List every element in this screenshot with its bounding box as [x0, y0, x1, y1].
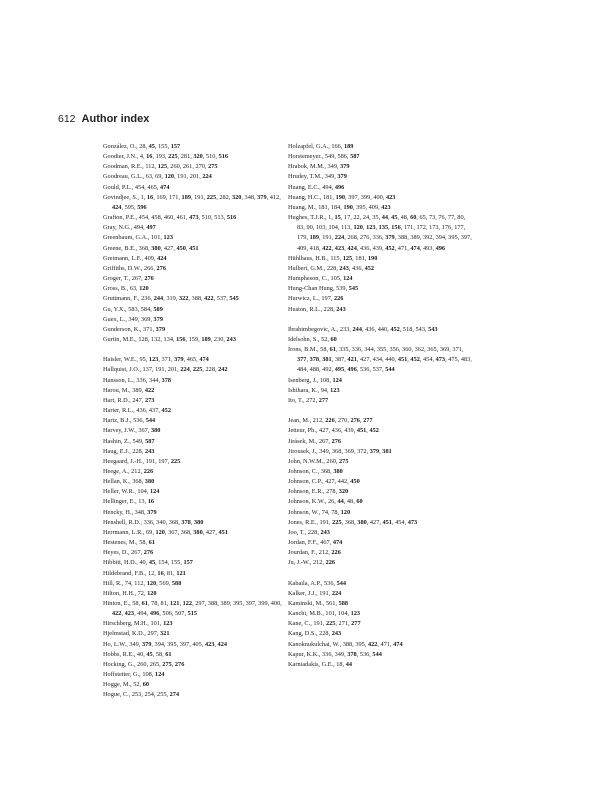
bold-page-ref: 44	[337, 498, 344, 506]
bold-page-ref: 423	[385, 193, 396, 201]
index-entry: Johnson, C., 368, 380	[288, 467, 343, 475]
index-entry: Irons, B.M., 58, 61, 335, 336, 344, 355, 356, 360, 362, 365, 369, 371, 377, 378, 381, 387, 421, 427, 434, 440, 451, 452, 454, 473, 475, 483, 484, 488, 492, 495, 496, 536, 537, 544	[288, 346, 472, 374]
bold-page-ref: 244	[153, 295, 164, 303]
bold-page-ref: 277	[363, 417, 373, 425]
bold-page-ref: 121	[176, 569, 186, 577]
index-entry: Hencky, H., 348, 379	[103, 508, 157, 516]
bold-page-ref: 378	[309, 356, 320, 364]
bold-page-ref: 474	[393, 640, 403, 648]
bold-page-ref: 380	[193, 518, 204, 526]
bold-page-ref: 422	[322, 244, 332, 252]
bold-page-ref: 321	[160, 630, 170, 638]
bold-page-ref: 497	[146, 224, 156, 232]
bold-page-ref: 377	[297, 356, 307, 364]
bold-page-ref: 320	[231, 193, 242, 201]
bold-page-ref: 473	[407, 518, 418, 526]
index-entry: Hogue, C., 253, 254, 255, 274	[103, 691, 180, 699]
index-column-right	[288, 142, 473, 670]
bold-page-ref: 320	[193, 153, 203, 161]
index-entry: Hughes, T.J.R., 1, 15, 17, 22, 24, 35, 44, 45, 48, 60, 65, 73, 76, 77, 80, 83, 90, 103, 104, 113, 120, 123, 135, 156, 171, 172, 173, 176, 177, 179, 189, 191, 224, 268, 276, 336, 379, 388, 389, 392, 394, 395, 397, 409, 418, 422, 423, 424, 436, 439, 452, 471, 474, 493, 496	[288, 214, 472, 252]
bold-page-ref: 45	[391, 214, 398, 222]
bold-page-ref: 190	[335, 193, 346, 201]
bold-page-ref: 473	[189, 214, 199, 222]
bold-page-ref: 60	[330, 335, 337, 343]
index-entry: Harvey, J.W., 367, 380	[103, 427, 161, 435]
bold-page-ref: 544	[336, 579, 347, 587]
bold-page-ref: 124	[343, 275, 353, 283]
bold-page-ref: 61	[141, 600, 148, 608]
bold-page-ref: 451	[382, 518, 392, 526]
index-entry: Kalker, J.J., 191, 224	[288, 589, 342, 597]
index-entry: Jones, R.E., 191, 225, 368, 380, 427, 451, 454, 473	[288, 518, 418, 526]
index-entry: Johnson, K.W., 26, 44, 48, 60	[288, 498, 363, 506]
index-entry: Goodman, R.E., 112, 125, 260, 261, 270, 275	[103, 163, 218, 171]
index-entry: Ho, L.W., 349, 379, 394, 395, 397, 405, 423, 424	[103, 640, 227, 648]
index-entry: Jean, M., 212, 226, 270, 276, 277	[288, 417, 373, 425]
index-entry: Jirousek, J., 349, 368, 369, 372, 379, 381	[288, 447, 392, 455]
bold-page-ref: 452	[161, 407, 171, 415]
bold-page-ref: 157	[183, 559, 193, 567]
bold-page-ref: 378	[347, 650, 357, 658]
bold-page-ref: 452	[390, 325, 400, 333]
index-entry: Karniadakis, G.E., 18, 44	[288, 660, 353, 668]
bold-page-ref: 125	[342, 254, 353, 262]
bold-page-ref: 120	[155, 528, 165, 536]
index-entry: Gould, P.L., 454, 465, 474	[103, 183, 170, 191]
bold-page-ref: 15	[334, 214, 341, 222]
index-entry: Gray, N.G., 494, 497	[103, 224, 156, 232]
bold-page-ref: 277	[318, 396, 329, 404]
bold-page-ref: 379	[141, 640, 152, 648]
index-entry: Hildebrand, F.B., 12, 16, 81, 121	[103, 569, 186, 577]
bold-page-ref: 544	[372, 650, 382, 658]
bold-page-ref: 515	[187, 610, 198, 618]
bold-page-ref: 545	[348, 285, 359, 293]
bold-page-ref: 156	[176, 335, 186, 343]
bold-page-ref: 276	[331, 437, 342, 445]
index-entry: Johnson, W., 74, 78, 120	[288, 508, 351, 516]
bold-page-ref: 243	[336, 305, 346, 313]
bold-page-ref: 124	[154, 671, 165, 679]
bold-page-ref: 516	[226, 214, 237, 222]
index-entry: Horstemeyer., 549, 586, 587	[288, 153, 360, 161]
bold-page-ref: 60	[356, 498, 363, 506]
index-entry: Holzapfel, G.A., 166, 189	[288, 143, 354, 150]
bold-page-ref: 496	[435, 244, 446, 252]
bold-page-ref: 242	[218, 366, 228, 374]
index-entry: Griffiths, D.W., 266, 276	[103, 264, 166, 272]
index-entry: Johnson, E.R., 278, 320	[288, 488, 349, 496]
index-entry: Hrudey, T.M., 349, 379	[288, 173, 347, 181]
bold-page-ref: 120	[139, 285, 149, 293]
bold-page-ref: 190	[343, 203, 353, 211]
bold-page-ref: 226	[325, 559, 336, 567]
index-column-left	[103, 142, 288, 701]
letter-gap	[288, 569, 473, 579]
bold-page-ref: 243	[226, 335, 236, 343]
bold-page-ref: 379	[147, 508, 157, 516]
index-entry: Goodreau, G.L., 63, 69, 120, 191, 201, 224	[103, 173, 212, 181]
index-entry: Ishihara, K., 94, 123	[288, 386, 340, 394]
index-entry: Haug, E.J., 228, 243	[103, 447, 155, 455]
bold-page-ref: 543	[428, 325, 438, 333]
bold-page-ref: 378	[181, 518, 191, 526]
index-entry: Hoffstetter, G., 108, 124	[103, 671, 165, 679]
bold-page-ref: 274	[169, 691, 180, 699]
bold-page-ref: 123	[148, 356, 159, 364]
bold-page-ref: 135	[378, 224, 389, 232]
bold-page-ref: 379	[174, 356, 184, 364]
bold-page-ref: 157	[170, 143, 181, 150]
bold-page-ref: 224	[334, 234, 345, 242]
index-entry: Kane, C., 191, 225, 271, 277	[288, 620, 361, 628]
index-entry: Idelsohn, S., 52, 60	[288, 335, 337, 343]
index-entry: Greene, B.E., 368, 380, 427, 450, 451	[103, 244, 199, 252]
bold-page-ref: 122	[182, 600, 193, 608]
bold-page-ref: 452	[410, 356, 420, 364]
index-entry: Herrmann, L.R., 69, 120, 367, 368, 380, 427, 451	[103, 528, 228, 536]
index-entry: Hart, R.D., 247, 273	[103, 396, 155, 404]
bold-page-ref: 275	[162, 660, 172, 668]
bold-page-ref: 120	[353, 224, 363, 232]
bold-page-ref: 473	[435, 356, 446, 364]
bold-page-ref: 474	[332, 539, 343, 547]
index-entry: Hill, R., 74, 112, 120, 569, 588	[103, 579, 182, 587]
index-entry: Ito, T., 272, 277	[288, 396, 329, 404]
bold-page-ref: 225	[332, 518, 342, 526]
index-entry: Hurwicz, L., 197, 226	[288, 295, 344, 303]
bold-page-ref: 379	[337, 173, 347, 181]
index-entry: Groger, T., 267, 276	[103, 275, 154, 283]
index-entry: Hrabok, M.M., 349, 379	[288, 163, 350, 171]
index-entry: Kang, D.S., 228, 243	[288, 630, 342, 638]
bold-page-ref: 61	[148, 539, 155, 547]
bold-page-ref: 423	[334, 244, 345, 252]
bold-page-ref: 125	[157, 163, 168, 171]
bold-page-ref: 276	[156, 264, 166, 272]
index-entry: Gu, Y.X., 583, 584, 589	[103, 305, 163, 313]
bold-page-ref: 120	[147, 589, 157, 597]
bold-page-ref: 60	[142, 681, 149, 689]
bold-page-ref: 45	[148, 143, 155, 150]
bold-page-ref: 276	[174, 660, 185, 668]
index-entry: Guex, L., 349, 369, 379	[103, 315, 163, 323]
index-entry: Jirásek, M., 267, 276	[288, 437, 342, 445]
index-entry: Hulbert, G.M., 228, 243, 436, 452	[288, 264, 375, 272]
index-entry: Greimann, L.F., 409, 424	[103, 254, 167, 262]
bold-page-ref: 189	[181, 193, 191, 201]
index-entry: Humpheson, C., 105, 124	[288, 275, 353, 283]
bold-page-ref: 424	[112, 203, 122, 211]
bold-page-ref: 380	[144, 478, 155, 486]
bold-page-ref: 588	[338, 599, 349, 607]
letter-gap	[288, 315, 473, 325]
index-entry: Johnson, C.P., 427, 442, 450	[288, 478, 360, 486]
bold-page-ref: 276	[350, 417, 360, 425]
bold-page-ref: 225	[170, 457, 181, 465]
bold-page-ref: 589	[153, 305, 163, 313]
bold-page-ref: 380	[151, 244, 161, 252]
bold-page-ref: 124	[149, 488, 160, 496]
index-entry: Gross, B., 63, 120	[103, 285, 149, 293]
index-entry: Huang, M., 181, 184, 190, 395, 409, 423	[288, 203, 391, 211]
index-entry: Heller, W.R., 104, 124	[103, 488, 160, 496]
bold-page-ref: 224	[180, 366, 190, 374]
bold-page-ref: 452	[385, 244, 395, 252]
index-entry: Isenberg, J., 108, 124	[288, 376, 342, 384]
bold-page-ref: 120	[164, 173, 175, 181]
index-entry: Hallquist, J.O., 137, 191, 201, 224, 225, 228, 242	[103, 366, 228, 374]
index-entry: Hartz, B.J., 536, 544	[103, 417, 156, 425]
bold-page-ref: 120	[146, 579, 157, 587]
bold-page-ref: 225	[325, 620, 336, 628]
bold-page-ref: 379	[369, 447, 380, 455]
bold-page-ref: 424	[347, 244, 357, 252]
index-entry: Hinton, E., 58, 61, 78, 81, 121, 122, 297, 388, 389, 395, 397, 399, 400, 422, 423, 494, 496, 506, 507, 515	[103, 600, 282, 618]
bold-page-ref: 16	[146, 153, 153, 161]
index-entry: Greenbaum, G.A., 101, 123	[103, 234, 173, 242]
bold-page-ref: 123	[366, 224, 376, 232]
bold-page-ref: 421	[347, 356, 357, 364]
index-entry: Kaminski, M., 561, 588	[288, 599, 349, 607]
bold-page-ref: 422	[367, 640, 378, 648]
bold-page-ref: 273	[144, 396, 155, 404]
bold-page-ref: 496	[149, 610, 160, 618]
bold-page-ref: 496	[334, 183, 345, 191]
bold-page-ref: 189	[343, 143, 354, 150]
bold-page-ref: 226	[143, 467, 154, 475]
index-entry: Hestenes, M., 58, 61	[103, 539, 155, 547]
bold-page-ref: 424	[157, 254, 167, 262]
bold-page-ref: 61	[329, 346, 336, 354]
letter-gap	[103, 345, 288, 355]
bold-page-ref: 422	[204, 295, 214, 303]
index-entry: Ibrahimbegovic, A., 233, 244, 436, 440, 452, 518, 543, 543	[288, 325, 438, 333]
bold-page-ref: 450	[176, 244, 186, 252]
bold-page-ref: 123	[330, 386, 340, 394]
bold-page-ref: 544	[145, 417, 156, 425]
bold-page-ref: 380	[150, 427, 161, 435]
bold-page-ref: 423	[204, 640, 215, 648]
index-entry: Goodier, J.N., 4, 16, 193, 225, 281, 320, 510, 516	[103, 153, 229, 161]
index-entry: Hogge, M., 52, 60	[103, 681, 149, 689]
index-entry: Heege, A., 212, 226	[103, 467, 154, 475]
bold-page-ref: 224	[331, 589, 342, 597]
index-entry: Jourdan, F., 212, 226	[288, 549, 341, 557]
bold-page-ref: 243	[339, 264, 349, 272]
bold-page-ref: 123	[163, 620, 173, 628]
index-entry: Henshell, R.D., 336, 340, 368, 378, 380	[103, 518, 204, 526]
index-entry: Hansson, L., 336, 344, 378	[103, 376, 172, 384]
bold-page-ref: 474	[160, 183, 170, 191]
bold-page-ref: 424	[217, 640, 227, 648]
bold-page-ref: 225	[192, 366, 203, 374]
index-entry: Hashin, Z., 549, 587	[103, 437, 155, 445]
index-entry: González, O., 28, 45, 155, 157	[103, 143, 181, 150]
bold-page-ref: 16	[147, 498, 154, 506]
bold-page-ref: 190	[367, 254, 378, 262]
running-header	[58, 113, 149, 127]
index-entry: Joo, T., 228, 243	[288, 528, 330, 536]
bold-page-ref: 422	[144, 386, 155, 394]
bold-page-ref: 474	[410, 244, 420, 252]
index-entry: Kapur, K.K., 336, 349, 378, 536, 544	[288, 650, 382, 658]
bold-page-ref: 226	[331, 549, 341, 557]
bold-page-ref: 243	[144, 447, 155, 455]
index-entry: Hellinger, E., 13, 16	[103, 498, 154, 506]
bold-page-ref: 596	[137, 203, 147, 211]
index-entry: Hühlhaus, H.B., 115, 125, 181, 190	[288, 254, 378, 262]
bold-page-ref: 276	[143, 549, 154, 557]
bold-page-ref: 380	[357, 518, 367, 526]
bold-page-ref: 423	[381, 203, 391, 211]
index-entry: Hirschberg, M.H., 101, 123	[103, 620, 173, 628]
index-entry: John, N.W.M., 260, 275	[288, 457, 349, 465]
bold-page-ref: 545	[229, 295, 239, 303]
bold-page-ref: 121	[170, 600, 180, 608]
bold-page-ref: 379	[153, 315, 163, 323]
index-entry: Grafton, P.E., 454, 458, 460, 461, 473, 510, 513, 516	[103, 214, 237, 222]
bold-page-ref: 423	[124, 610, 135, 618]
bold-page-ref: 587	[350, 153, 360, 161]
index-entry: Ju, J.-W., 212, 226	[288, 559, 336, 567]
index-entry: Huang, H.C., 181, 190, 397, 399, 400, 423	[288, 193, 396, 201]
index-entry: Hjelmstad, K.D., 297, 321	[103, 630, 170, 638]
index-entry: Kanchi, M.B., 101, 104, 123	[288, 610, 361, 618]
bold-page-ref: 450	[350, 478, 360, 486]
index-entry: Jetteur, Ph., 427, 436, 439, 451, 452	[288, 427, 379, 435]
bold-page-ref: 244	[352, 325, 362, 333]
bold-page-ref: 243	[331, 630, 342, 638]
bold-page-ref: 452	[369, 427, 379, 435]
bold-page-ref: 120	[340, 508, 351, 516]
bold-page-ref: 381	[322, 356, 332, 364]
index-entry: Hellan, K., 368, 380	[103, 478, 155, 486]
bold-page-ref: 451	[218, 528, 228, 536]
index-entry: Hibbitt, H.D., 40, 45, 154, 155, 157	[103, 559, 193, 567]
index-entry: Hung-Chan Hung, 539, 545	[288, 285, 359, 293]
bold-page-ref: 124	[332, 376, 342, 384]
bold-page-ref: 225	[206, 193, 217, 201]
bold-page-ref: 588	[171, 579, 182, 587]
bold-page-ref: 379	[155, 325, 166, 333]
index-entry: Harou, M., 389, 422	[103, 386, 155, 394]
bold-page-ref: 320	[338, 488, 349, 496]
index-entry: Hilton, H.H., 72, 120	[103, 589, 157, 597]
bold-page-ref: 44	[381, 214, 389, 222]
bold-page-ref: 224	[202, 173, 212, 181]
bold-page-ref: 156	[391, 224, 401, 232]
bold-page-ref: 322	[178, 295, 189, 303]
bold-page-ref: 451	[356, 427, 367, 435]
index-entry: Gurtin, M.E., 128, 132, 134, 156, 159, 189, 230, 243	[103, 335, 236, 343]
bold-page-ref: 379	[257, 193, 267, 201]
index-entry: Gruttmann, F., 236, 244, 319, 322, 388, 422, 537, 545	[103, 295, 239, 303]
bold-page-ref: 61	[165, 650, 172, 658]
bold-page-ref: 243	[320, 528, 330, 536]
bold-page-ref: 226	[334, 295, 344, 303]
page-title: Author index	[81, 113, 150, 125]
bold-page-ref: 379	[385, 234, 395, 242]
bold-page-ref: 451	[397, 356, 408, 364]
bold-page-ref: 378	[161, 376, 172, 384]
index-entry: Harter, R.L., 436, 437, 452	[103, 407, 171, 415]
bold-page-ref: 544	[385, 366, 395, 374]
bold-page-ref: 276	[144, 275, 154, 283]
index-entry: Huang, E.C., 494, 496	[288, 183, 345, 191]
bold-page-ref: 277	[351, 620, 361, 628]
bold-page-ref: 16	[146, 193, 154, 201]
index-entry: Heyes, D., 267, 276	[103, 549, 154, 557]
index-entry: Gunderson, K., 371, 379	[103, 325, 166, 333]
index-entry: Heegaard, J.-H., 191, 197, 225	[103, 457, 181, 465]
index-entry: Huston, R.L., 228, 243	[288, 305, 346, 313]
index-entry: Jordan, F.F., 467, 474	[288, 539, 343, 547]
page-number: 612	[58, 113, 76, 125]
bold-page-ref: 225	[168, 153, 178, 161]
bold-page-ref: 123	[163, 234, 173, 242]
bold-page-ref: 44	[345, 660, 353, 668]
index-entry: Kanoknukulchai, W., 388, 395, 422, 471, 474	[288, 640, 403, 648]
bold-page-ref: 60	[410, 214, 417, 222]
bold-page-ref: 495	[334, 366, 345, 374]
index-entry: Hobbs, R.E., 40, 45, 58, 61	[103, 650, 172, 658]
bold-page-ref: 45	[146, 650, 153, 658]
bold-page-ref: 587	[145, 437, 155, 445]
bold-page-ref: 189	[309, 234, 320, 242]
bold-page-ref: 451	[189, 244, 199, 252]
index-entry: Kabaila, A.P., 536, 544	[288, 579, 347, 587]
bold-page-ref: 275	[208, 163, 218, 171]
bold-page-ref: 123	[350, 610, 361, 618]
bold-page-ref: 379	[340, 163, 350, 171]
bold-page-ref: 422	[112, 610, 122, 618]
bold-page-ref: 452	[364, 264, 375, 272]
bold-page-ref: 474	[199, 356, 209, 364]
bold-page-ref: 226	[325, 417, 335, 425]
bold-page-ref: 380	[193, 528, 203, 536]
bold-page-ref: 189	[201, 335, 211, 343]
bold-page-ref: 496	[347, 366, 357, 374]
bold-page-ref: 516	[218, 153, 229, 161]
index-entry: Hocking, G., 260, 265, 275, 276	[103, 660, 185, 668]
index-entry: Govindjee, S., 1, 16, 169, 171, 189, 191, 225, 282, 320, 348, 379, 412, 424, 595, 596	[103, 193, 281, 211]
bold-page-ref: 275	[339, 457, 349, 465]
letter-gap	[288, 406, 473, 416]
bold-page-ref: 45	[148, 559, 156, 567]
bold-page-ref: 16	[157, 569, 164, 577]
bold-page-ref: 381	[382, 447, 392, 455]
bold-page-ref: 380	[333, 467, 343, 475]
index-entry: Haisler, W.E., 95, 123, 371, 379, 465, 474	[103, 356, 209, 364]
